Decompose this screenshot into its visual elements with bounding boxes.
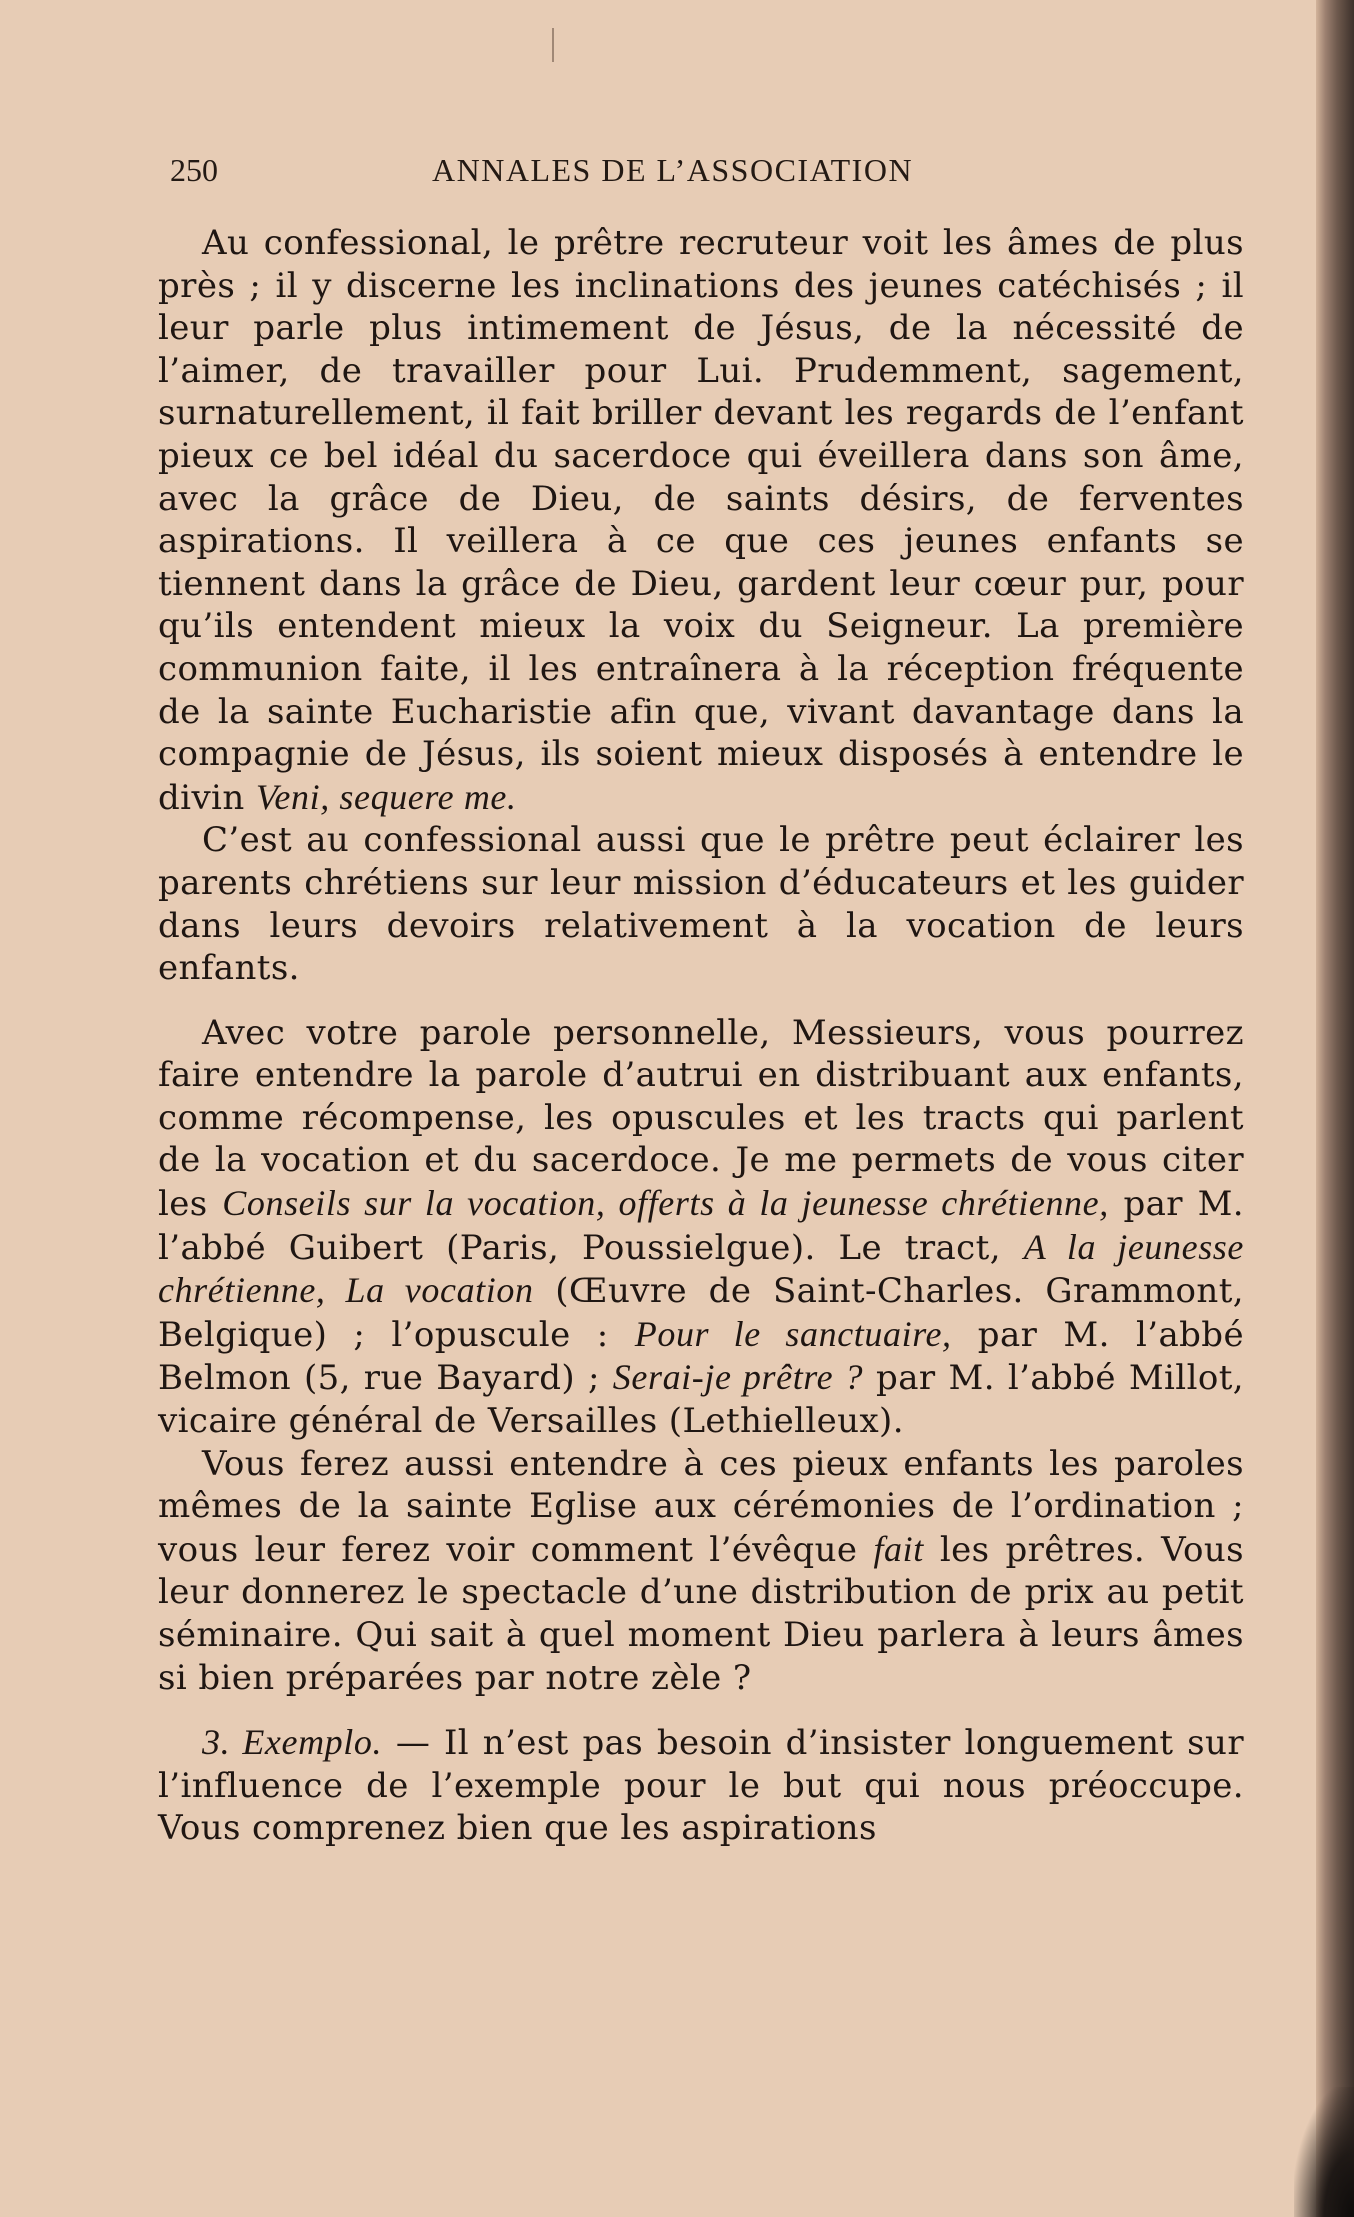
text-segment: C’est au confessional aussi que le prêtre peut éclairer les parents chrétiens sur leur mission d’éducateurs et les guider dans leurs devoirs relativement à la vocation de leurs enfants.: [158, 820, 1244, 989]
paragraph-ordination: [158, 1443, 1244, 1700]
paragraph-tracts: [158, 1012, 1244, 1443]
text-segment: — Il n’est pas besoin d’insister longuement sur l’influence de l’exemple pour le but qui nous préoccupe. Vous comprenez bien que les aspirations: [158, 1723, 1244, 1849]
italic-segment: Pour le sanctuaire,: [634, 1313, 952, 1354]
scan-corner-shadow: [1294, 2087, 1354, 2217]
pencil-mark: [552, 28, 554, 62]
italic-segment: A la jeunesse chrétienne, La vocation: [158, 1226, 1244, 1311]
text-segment: par M. l’abbé Millot, vicaire général de Versailles (Lethielleux).: [158, 1358, 1244, 1442]
text-segment: par M. l’abbé Belmon (5, rue Bayard) ;: [158, 1314, 1244, 1399]
body-text: [158, 222, 1244, 1850]
page-header: [170, 152, 1232, 198]
book-edge: [1316, 0, 1354, 2217]
text-segment: Au confessional, le prêtre recruteur voit les âmes de plus près ; il y discerne les inclinations des jeunes catéchisés ; il leur parle plus intimement de Jésus, de la nécessité de l’aimer, de travailler pour Lui. Prudemment, sagement, surnaturellement, il fait briller devant les regards de l’enfant pieux ce bel idéal du sacerdoce qui éveillera dans son âme, avec la grâce de Dieu, de saints désirs, de ferventes aspirations. Il veillera à ce que ces jeunes enfants se tiennent dans la grâce de Dieu, gardent leur cœur pur, pour qu’ils entendent mieux la voix du Seigneur. La première communion faite, il les entraînera à la réception fréquente de la sainte Eucharistie afin que, vivant davantage dans la compagnie de Jésus, ils soient mieux disposés à entendre le divin: [158, 223, 1244, 818]
paragraph-exemplo: [158, 1721, 1244, 1850]
text-segment: (Œuvre de Saint-Charles. Grammont, Belgique) ; l’opuscule :: [158, 1271, 1244, 1355]
text-segment: Vous ferez aussi entendre à ces pieux enfants les paroles mêmes de la sainte Eglise aux cérémonies de l’ordination ; vous leur ferez voir comment l’évêque: [158, 1443, 1244, 1570]
page-number: 250: [170, 152, 218, 188]
italic-segment: Conseils sur la vocation, offerts à la jeunesse chrétienne,: [222, 1183, 1109, 1224]
text-segment: les prêtres. Vous leur donnerez le spectacle d’une distribution de prix au petit séminaire. Qui sait à quel moment Dieu parlera à leurs âmes si bien préparées par notre zèle ?: [158, 1529, 1245, 1698]
paragraph-parents: [158, 819, 1244, 989]
italic-segment: fait: [873, 1528, 924, 1569]
section-heading-italic: 3. Exemplo.: [202, 1722, 383, 1763]
italic-segment: Veni, sequere me.: [255, 776, 517, 817]
running-title: ANNALES DE L’ASSOCIATION: [432, 152, 914, 188]
italic-segment: Serai-je prêtre ?: [612, 1357, 864, 1398]
text-segment: par M. l’abbé Guibert (Paris, Poussielgue). Le tract,: [158, 1184, 1244, 1268]
text-segment: Avec votre parole personnelle, Messieurs, vous pourrez faire entendre la parole d’autrui en distribuant aux enfants, comme récompense, les opuscules et les tracts qui parlent de la vocation et du sacerdoce. Je me permets de vous citer les: [158, 1012, 1244, 1225]
paragraph-confessional: [158, 222, 1244, 819]
